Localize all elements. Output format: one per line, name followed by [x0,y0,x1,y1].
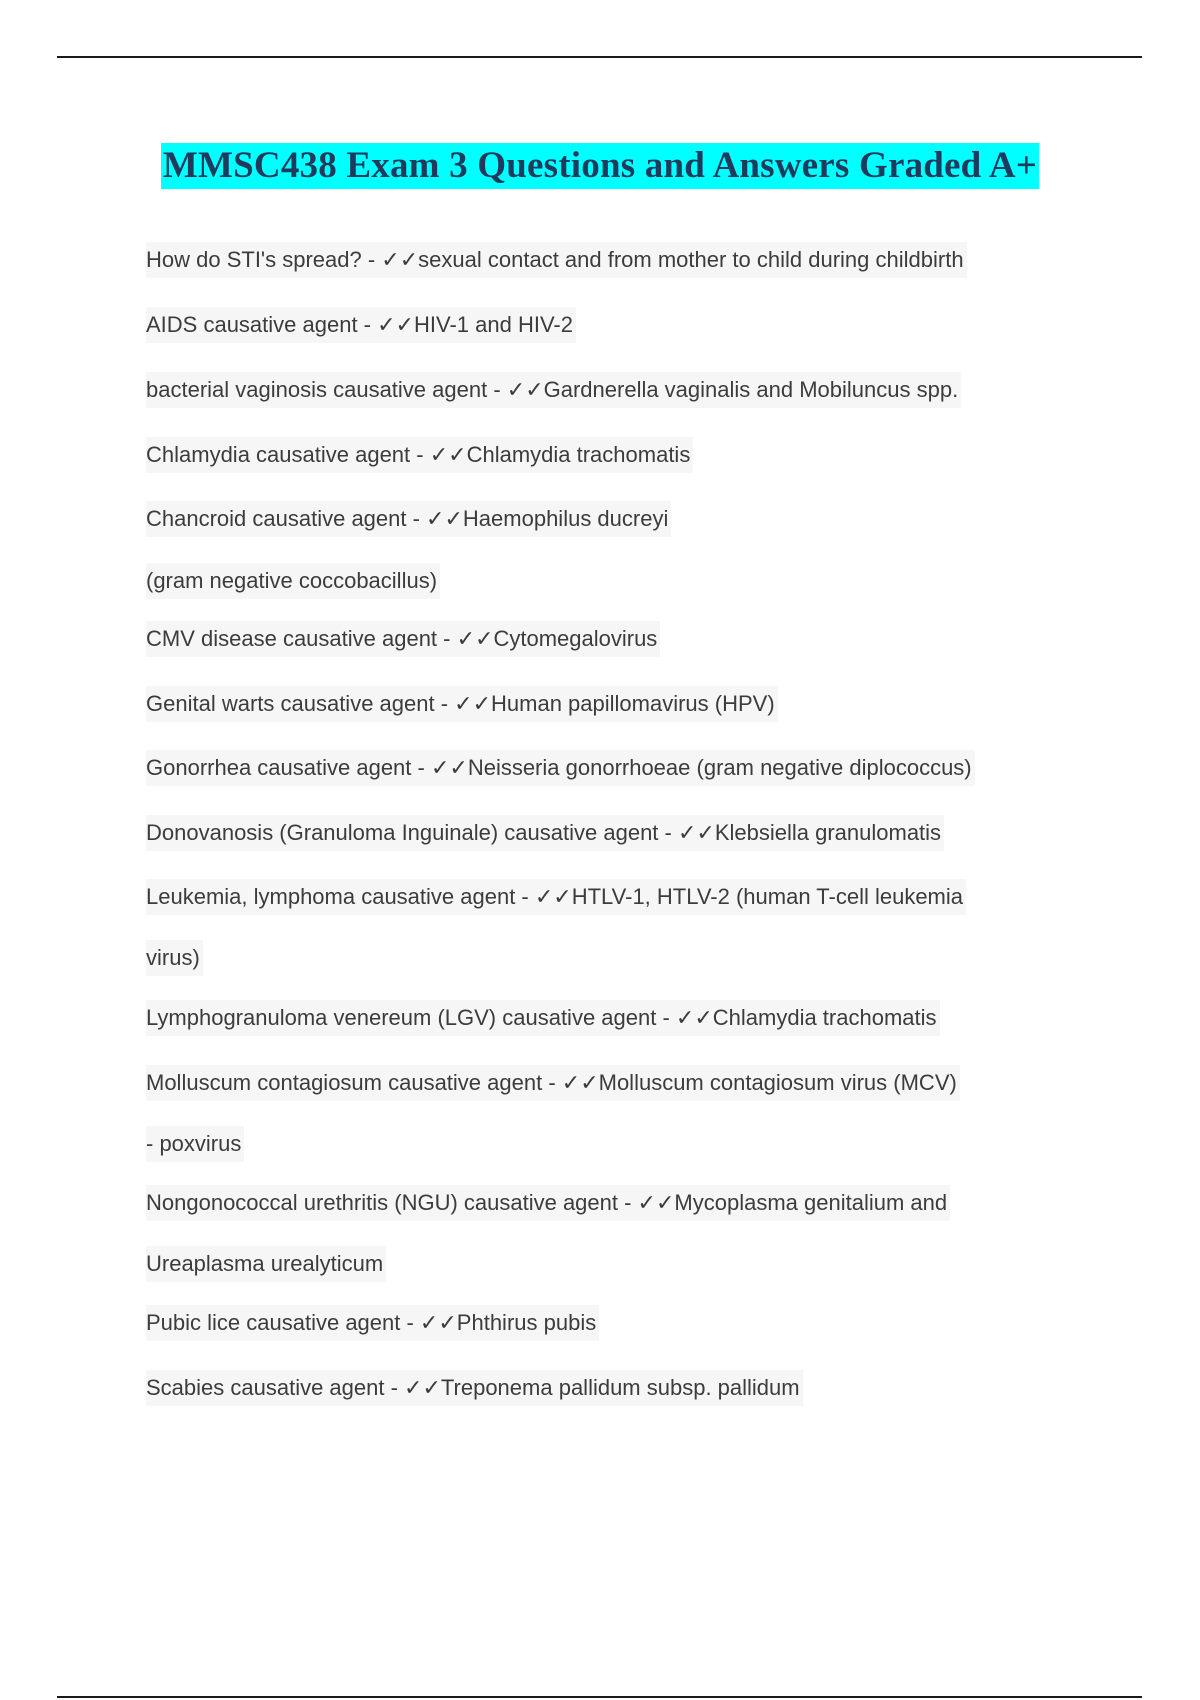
qa-line: Chancroid causative agent - ✓✓Haemophilus ducreyi [146,501,671,537]
qa-line: Molluscum contagiosum causative agent - ✓✓Molluscum contagiosum virus (MCV) [146,1065,960,1101]
qa-line: virus) [146,940,203,976]
qa-line: bacterial vaginosis causative agent - ✓✓Gardnerella vaginalis and Mobiluncus spp. [146,372,961,408]
qa-line: Nongonococcal urethritis (NGU) causative agent - ✓✓Mycoplasma genitalium and [146,1185,950,1221]
qa-line: Genital warts causative agent - ✓✓Human papillomavirus (HPV) [146,686,778,722]
qa-line: (gram negative coccobacillus) [146,563,440,599]
qa-line: Gonorrhea causative agent - ✓✓Neisseria gonorrhoeae (gram negative diplococcus) [146,750,975,786]
qa-line: Scabies causative agent - ✓✓Treponema pallidum subsp. pallidum [146,1370,803,1406]
qa-line: AIDS causative agent - ✓✓HIV-1 and HIV-2 [146,307,576,343]
bottom-rule [57,1696,1142,1698]
qa-line: Leukemia, lymphoma causative agent - ✓✓HTLV-1, HTLV-2 (human T-cell leukemia [146,879,966,915]
qa-line: Pubic lice causative agent - ✓✓Phthirus pubis [146,1305,599,1341]
qa-line: Ureaplasma urealyticum [146,1246,386,1282]
qa-line: Lymphogranuloma venereum (LGV) causative agent - ✓✓Chlamydia trachomatis [146,1000,940,1036]
qa-line: Donovanosis (Granuloma Inguinale) causative agent - ✓✓Klebsiella granulomatis [146,815,944,851]
qa-line: - poxvirus [146,1126,244,1162]
qa-line: CMV disease causative agent - ✓✓Cytomegalovirus [146,621,660,657]
qa-line: Chlamydia causative agent - ✓✓Chlamydia trachomatis [146,437,693,473]
qa-line: How do STI's spread? - ✓✓sexual contact and from mother to child during childbirth [146,242,967,278]
document-title: MMSC438 Exam 3 Questions and Answers Graded A+ [161,143,1039,189]
